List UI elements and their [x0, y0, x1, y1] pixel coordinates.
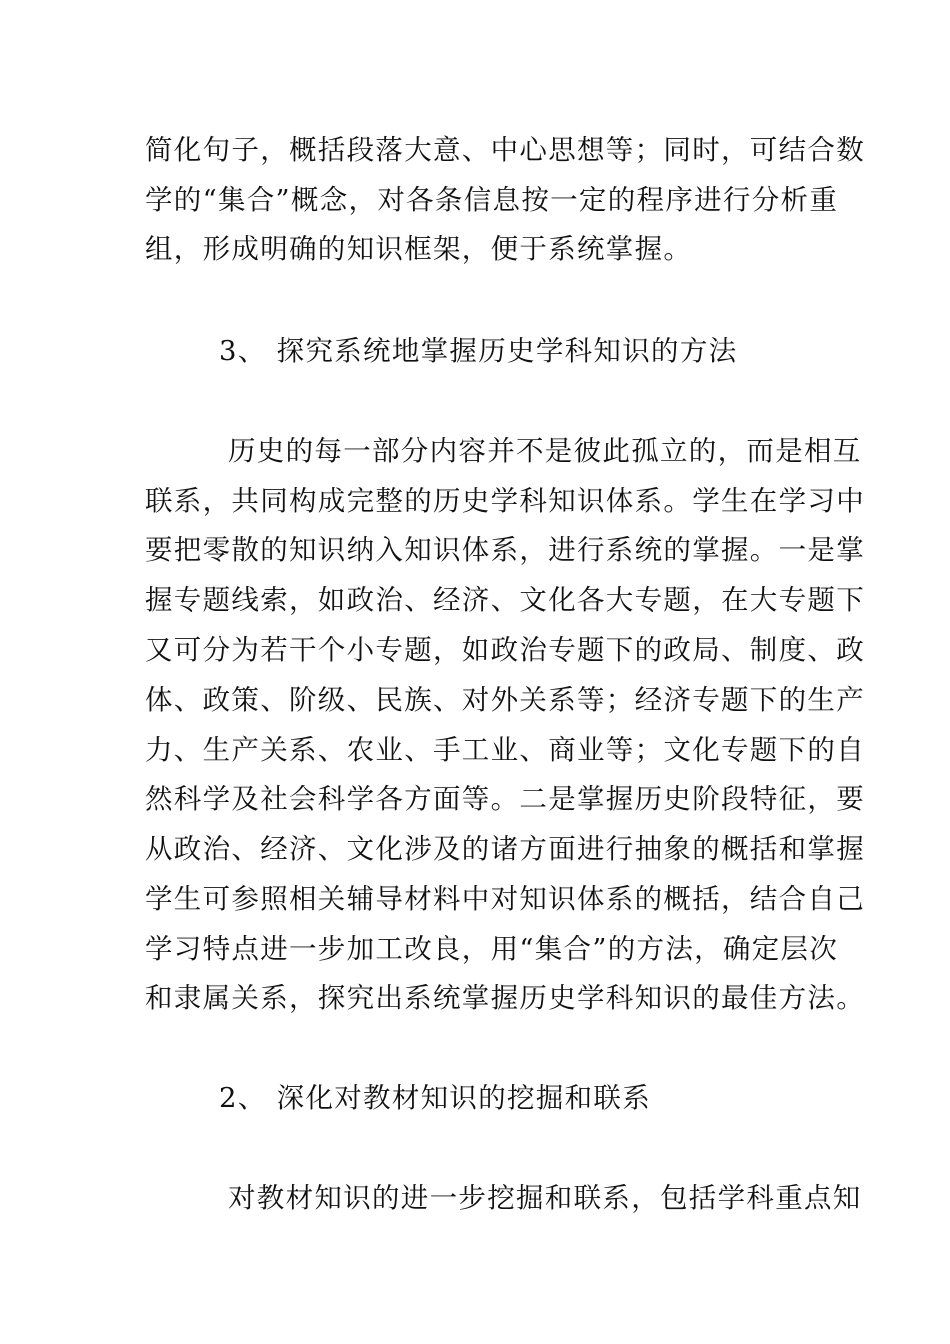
paragraph-line: 握专题线索，如政治、经济、文化各大专题，在大专题下 [145, 584, 865, 616]
paragraph-line: 历史的每一部分内容并不是彼此孤立的，而是相互 [228, 435, 862, 467]
paragraph-line: 学习特点进一步加工改良，用“集合”的方法，确定层次 [145, 933, 839, 965]
paragraph-line: 力、生产关系、农业、手工业、商业等；文化专题下的自 [145, 734, 865, 766]
section-heading-3: 3、 探究系统地掌握历史学科知识的方法 [219, 335, 738, 367]
paragraph-line: 和隶属关系，探究出系统掌握历史学科知识的最佳方法。 [145, 982, 865, 1014]
paragraph-line: 又可分为若干个小专题，如政治专题下的政局、制度、政 [145, 634, 865, 666]
paragraph-line: 从政治、经济、文化涉及的诸方面进行抽象的概括和掌握 [145, 833, 865, 865]
paragraph-line: 要把零散的知识纳入知识体系，进行系统的掌握。一是掌 [145, 534, 865, 566]
section-heading-2: 2、 深化对教材知识的挖掘和联系 [219, 1082, 652, 1114]
paragraph-line: 学的“集合”概念，对各条信息按一定的程序进行分析重 [145, 184, 839, 216]
paragraph-line: 对教材知识的进一步挖掘和联系，包括学科重点知 [228, 1182, 862, 1214]
paragraph-line: 联系，共同构成完整的历史学科知识体系。学生在学习中 [145, 485, 865, 517]
paragraph-line: 学生可参照相关辅导材料中对知识体系的概括，结合自己 [145, 883, 865, 915]
paragraph-line: 然科学及社会科学各方面等。二是掌握历史阶段特征，要 [145, 783, 865, 815]
paragraph-line: 组，形成明确的知识框架，便于系统掌握。 [145, 233, 693, 265]
paragraph-line: 体、政策、阶级、民族、对外关系等；经济专题下的生产 [145, 684, 865, 716]
paragraph-line: 简化句子，概括段落大意、中心思想等；同时，可结合数 [145, 134, 865, 166]
